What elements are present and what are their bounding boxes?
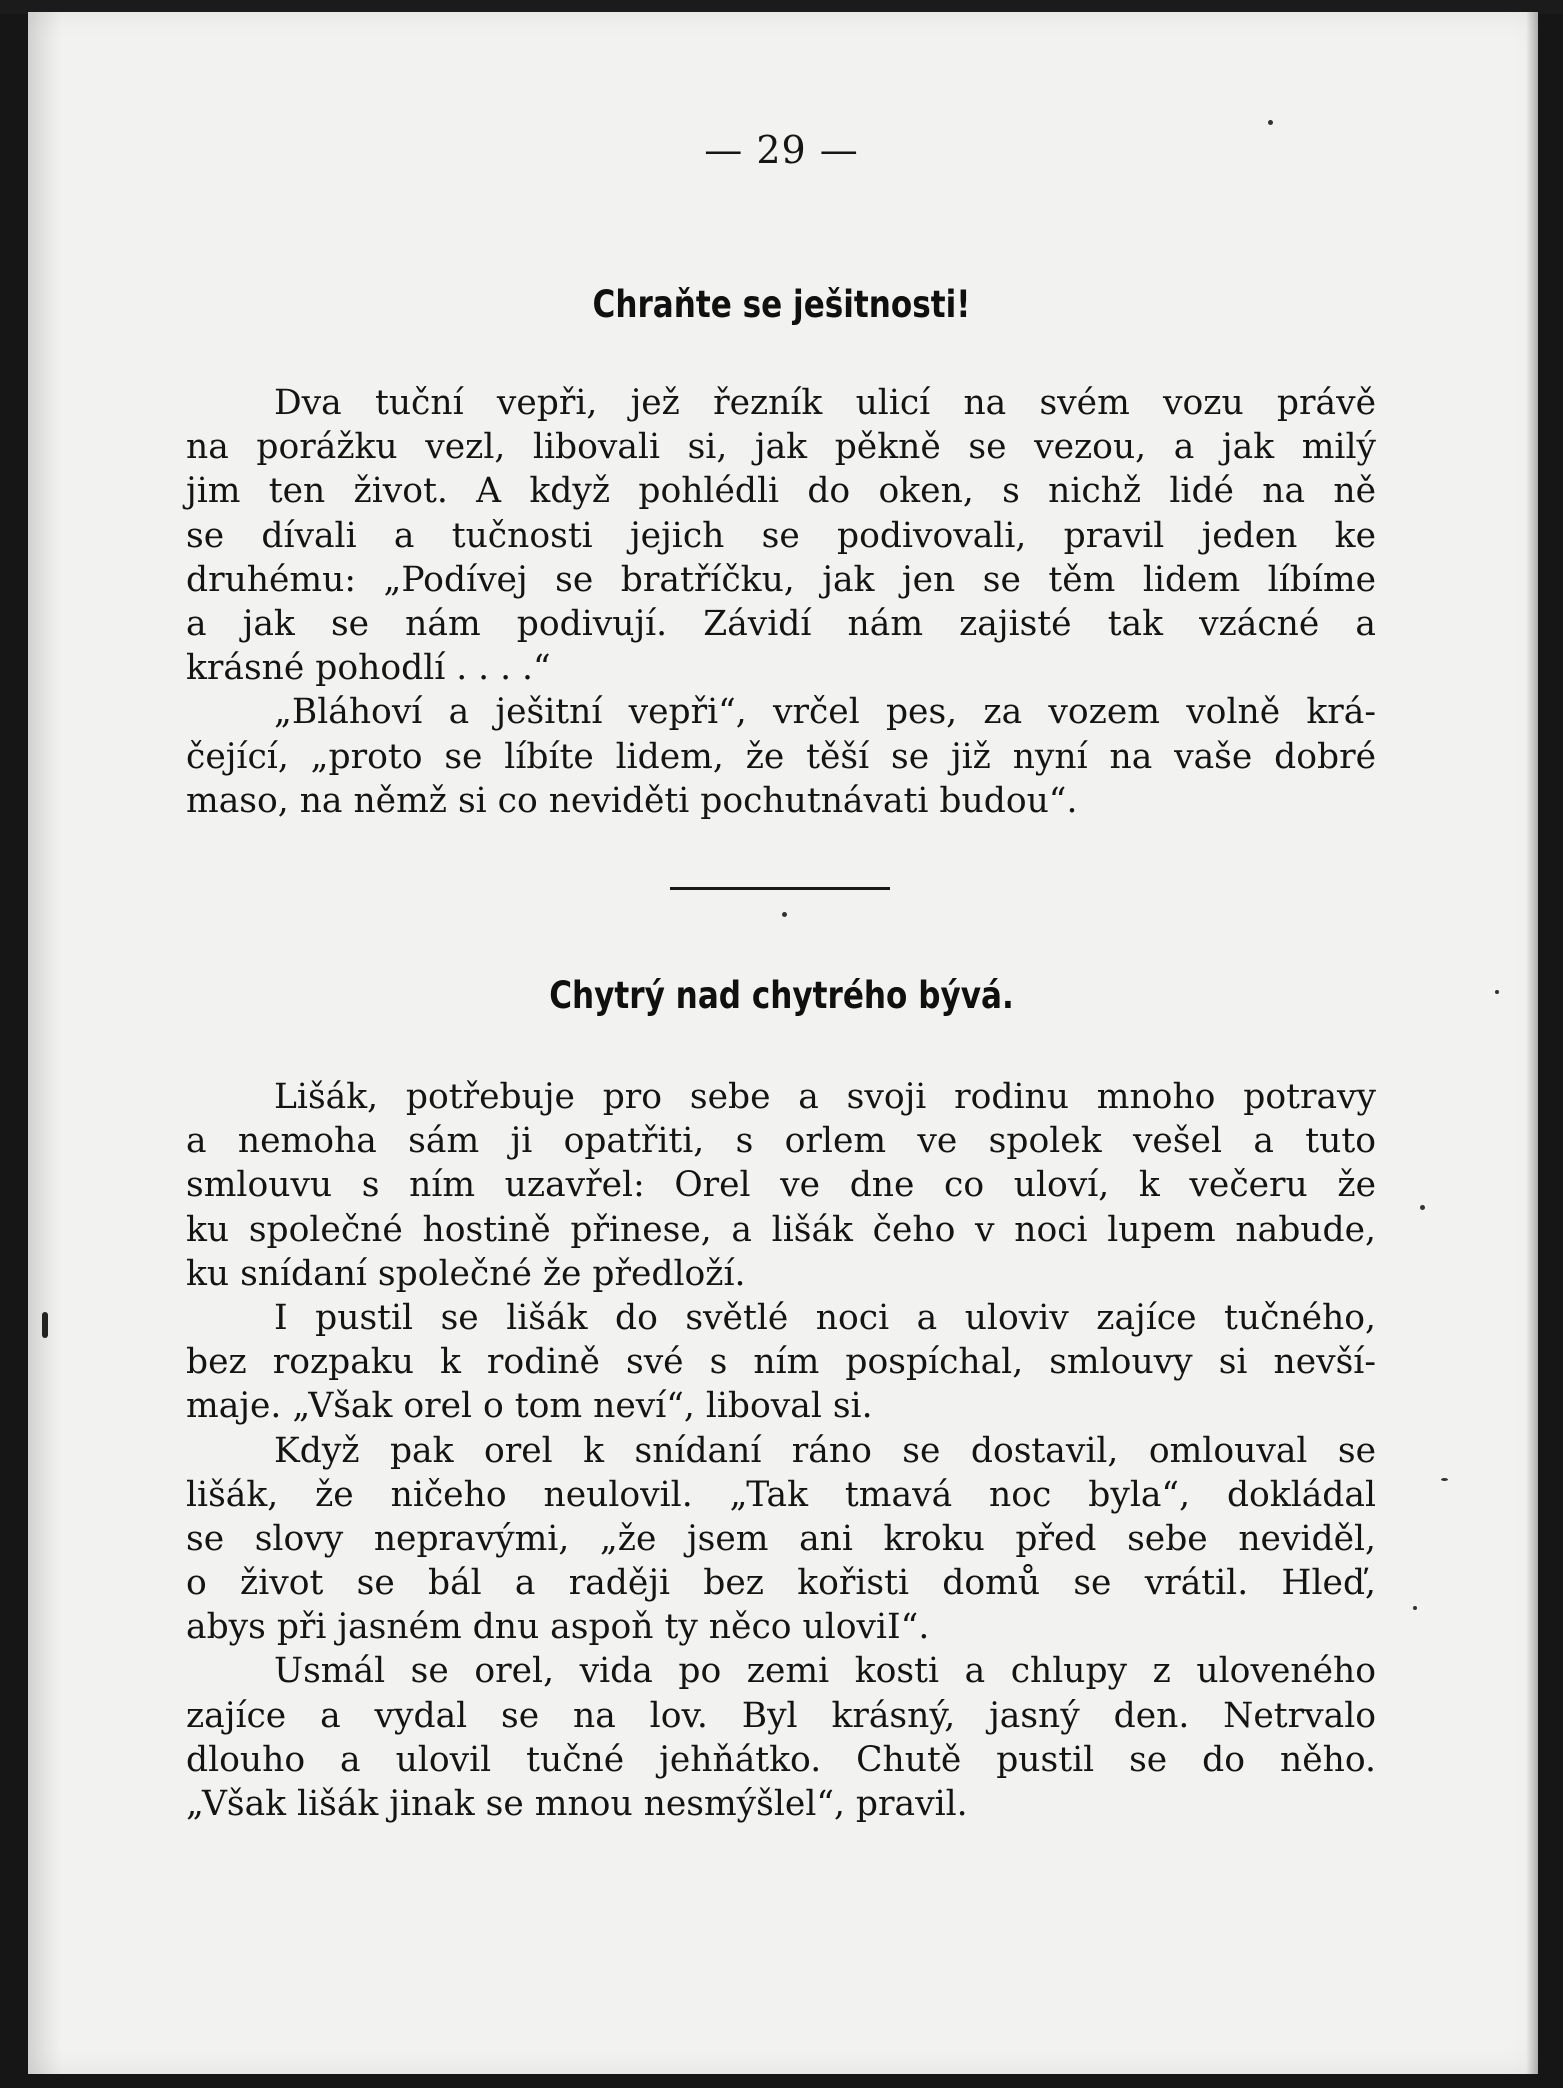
text-line: „Bláhoví a ješitní vepři“, vrčel pes, za vozem volně krá- <box>274 692 1376 733</box>
text-line: ku snídaní společné že předloží. <box>186 1253 746 1294</box>
print-speck <box>1413 1606 1417 1610</box>
print-speck <box>1420 1205 1425 1210</box>
text-line: „Však lišák jinak se mnou nesmýšlel“, pravil. <box>186 1784 968 1824</box>
text-line: maso, na němž si co neviděti pochutnávati budou“. <box>186 780 1078 821</box>
text-line: Lišák, potřebuje pro sebe a svoji rodinu mnoho potravy <box>274 1077 1376 1117</box>
page-number: — 29 — <box>704 128 859 172</box>
print-speck <box>1495 990 1499 994</box>
spine-shadow <box>28 12 62 2074</box>
section-body-1 <box>186 381 1376 823</box>
section-body-2 <box>186 1075 1376 1826</box>
text-line: se dívali a tučnosti jejich se podivovali, pravil jeden ke <box>186 515 1376 556</box>
page-edge <box>1526 12 1538 2074</box>
text-line: abys při jasném dnu aspoň ty něco uloviI“. <box>186 1607 930 1648</box>
text-line: bez rozpaku k rodině své s ním pospíchal, smlouvy si nevší- <box>186 1342 1376 1383</box>
text-line: na porážku vezl, libovali si, jak pěkně se vezou, a jak milý <box>186 427 1376 468</box>
section-title-2: Chytrý nad chytrého bývá. <box>549 974 1014 1017</box>
text-line: Dva tuční vepři, jež řezník ulicí na svém vozu právě <box>274 383 1376 423</box>
text-line: ku společné hostině přinese, a lišák čeho v noci lupem nabude, <box>186 1209 1376 1250</box>
print-speck <box>782 912 787 917</box>
text-line: Když pak orel k snídaní ráno se dostavil, omlouval se <box>274 1430 1376 1471</box>
text-line: smlouvu s ním uzavřel: Orel ve dne co uloví, k večeru že <box>186 1165 1376 1206</box>
text-line: a nemoha sám ji opatřiti, s orlem ve spolek vešel a tuto <box>186 1121 1376 1162</box>
text-line: zajíce a vydal se na lov. Byl krásný, jasný den. Netrvalo <box>186 1695 1376 1736</box>
text-line: o život se bál a raději bez kořisti domů se vrátil. Hleď, <box>186 1563 1376 1604</box>
text-line: čející, „proto se líbíte lidem, že těší se již nyní na vaše dobré <box>186 736 1376 777</box>
text-line: se slovy nepravými, „že jsem ani kroku před sebe neviděl, <box>186 1518 1376 1559</box>
text-line: Usmál se orel, vida po zemi kosti a chlupy z uloveného <box>274 1651 1376 1692</box>
text-line: maje. „Však orel o tom neví“, liboval si. <box>186 1386 873 1427</box>
text-line: dlouho a ulovil tučné jehňátko. Chutě pustil se do něho. <box>186 1739 1376 1780</box>
text-line: lišák, že ničeho neulovil. „Tak tmavá noc byla“, dokládal <box>186 1474 1376 1515</box>
text-line: krásné pohodlí . . . .“ <box>186 648 551 689</box>
text-line: jim ten život. A když pohlédli do oken, s nichž lidé na ně <box>186 471 1376 512</box>
text-line: a jak se nám podivují. Závidí nám zajisté tak vzácné a <box>186 603 1376 644</box>
print-speck <box>1441 1478 1448 1481</box>
text-line: I pustil se lišák do světlé noci a uloviv zajíce tučného, <box>274 1297 1376 1338</box>
text-line: druhému: „Podívej se bratříčku, jak jen se těm lidem líbíme <box>186 559 1376 600</box>
section-divider <box>670 887 890 890</box>
print-speck <box>1268 120 1273 125</box>
section-title-1: Chraňte se ješitnosti! <box>592 283 971 326</box>
print-speck <box>42 1312 48 1338</box>
